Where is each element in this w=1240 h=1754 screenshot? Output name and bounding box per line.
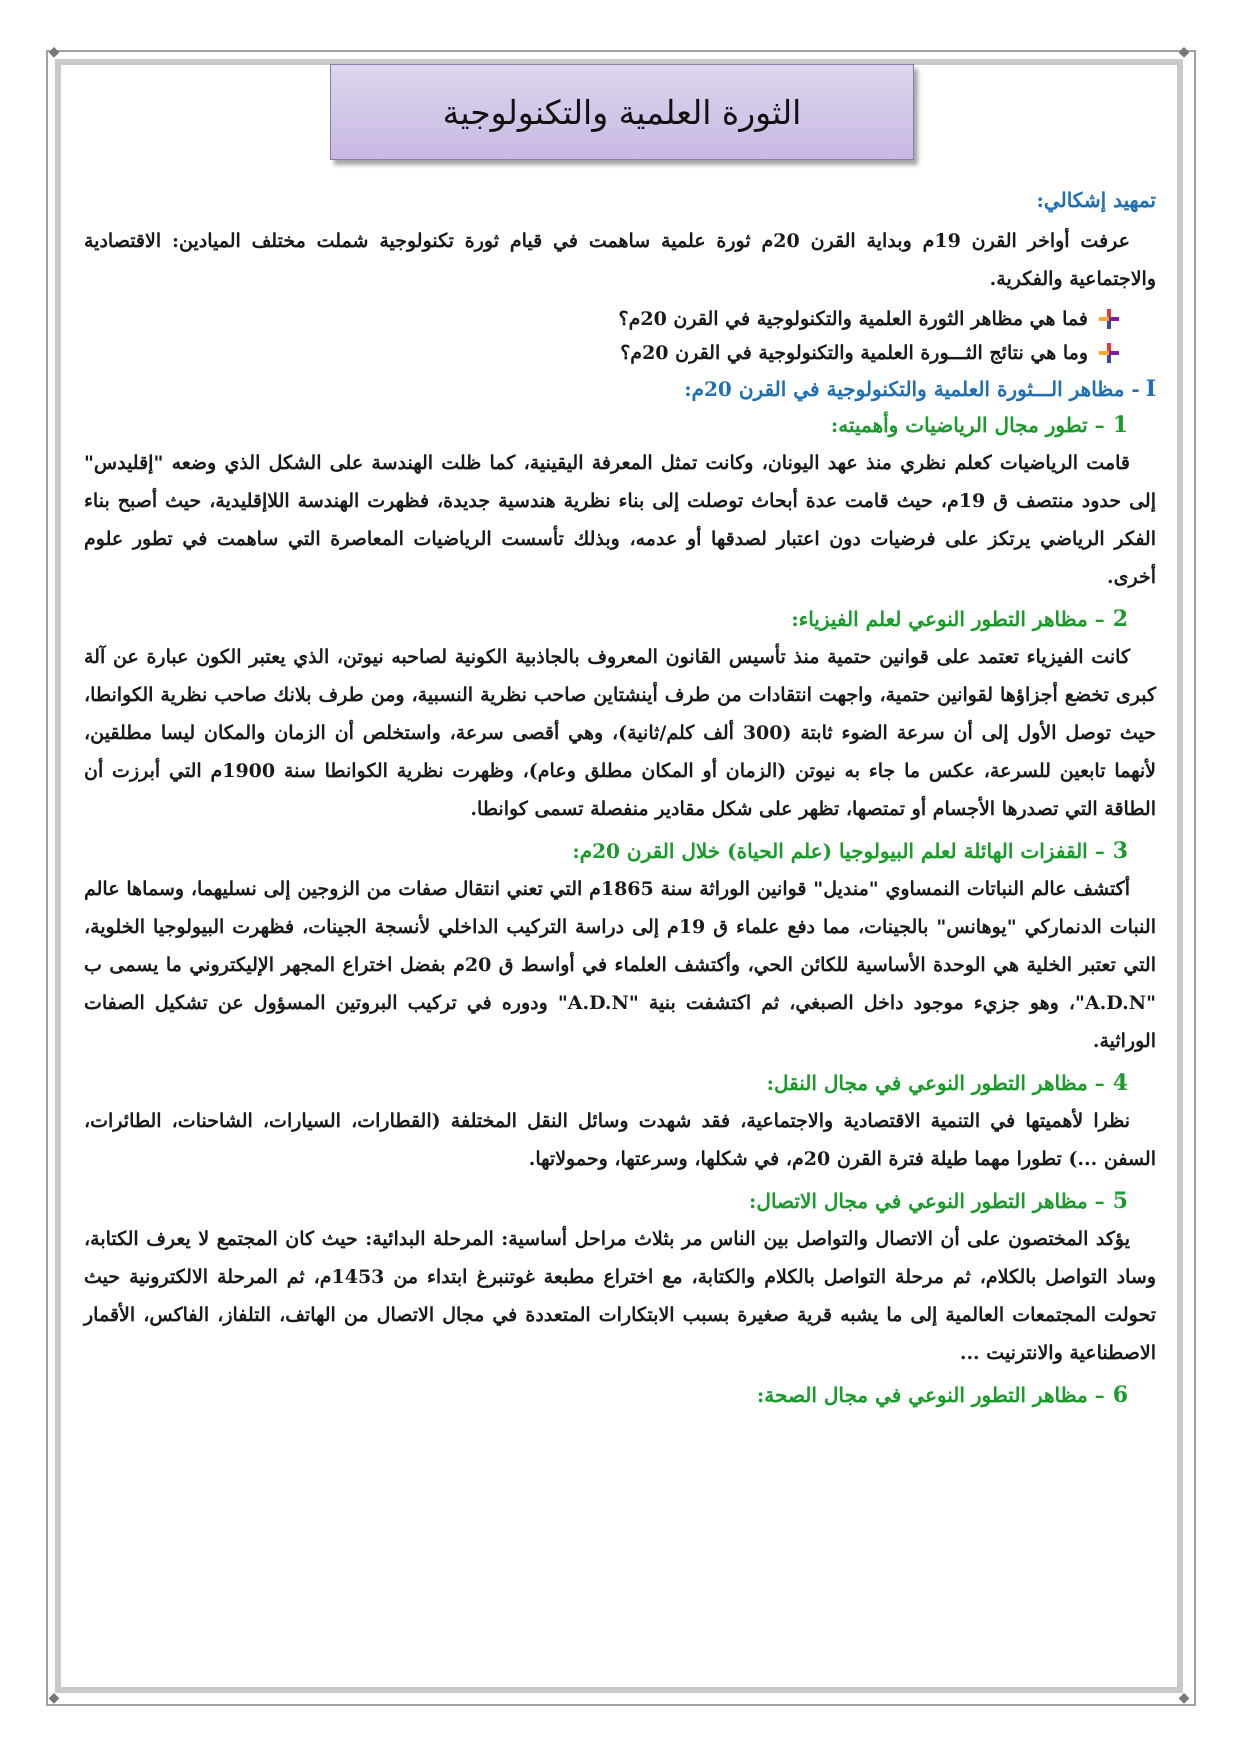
section-title: - مظاهر الـــثورة العلمية والتكنولوجية في القرن 20م:	[684, 377, 1140, 401]
corner-ornament-icon: ◆	[1178, 44, 1190, 60]
subsection-number: 1	[1112, 412, 1128, 438]
section-numeral: I	[1145, 376, 1156, 402]
section-heading	[84, 376, 1156, 402]
subsection-number: 4	[1112, 1070, 1128, 1096]
subsection-number: 2	[1112, 606, 1128, 632]
subsection-heading	[84, 838, 1156, 864]
corner-ornament-icon: ◆	[1178, 1690, 1190, 1706]
subsection-heading	[84, 1382, 1156, 1408]
subsection-title: – مظاهر التطور النوعي في مجال النقل:	[766, 1071, 1105, 1095]
subsection-heading	[84, 412, 1156, 438]
subsection-heading	[84, 1188, 1156, 1214]
subsection-title: – مظاهر التطور النوعي في مجال الاتصال:	[749, 1189, 1105, 1213]
subsection-title: – مظاهر التطور النوعي لعلم الفيزياء:	[791, 607, 1105, 631]
bullet-plus-icon	[1098, 308, 1120, 330]
question-text: فما هي مظاهر الثورة العلمية والتكنولوجية في القرن 20م؟	[618, 308, 1088, 330]
subsection-number: 5	[1112, 1188, 1128, 1214]
subsection-text: قامت الرياضيات كعلم نظري منذ عهد اليونان، وكانت تمثل المعرفة اليقينية، كما ظلت الهندسة على الشكل الذي وضعه "إقليدس" إلى حدود منتصف ق 19م، حيث قامت عدة أبحاث توصلت إلى بناء نظرية هندسية جديدة، فظهرت الهندسة اللاإقليدية، حيث أصبح بناء الفكر الرياضي يرتكز على فرضيات دون اعتبار لصدقها أو عدمه، وبذلك تأسست الرياضيات المعاصرة التي ساهمت في تطور علوم أخرى.	[84, 452, 1156, 588]
page-title: الثورة العلمية والتكنولوجية	[442, 92, 802, 132]
subsection-number: 6	[1112, 1382, 1128, 1408]
subsection-title: – مظاهر التطور النوعي في مجال الصحة:	[756, 1383, 1105, 1407]
corner-ornament-icon: ◆	[48, 44, 60, 60]
corner-ornament-icon: ◆	[48, 1690, 60, 1706]
subsection-text: يؤكد المختصون على أن الاتصال والتواصل بين الناس مر بثلاث مراحل أساسية: المرحلة البدائية: حيث كان المجتمع لا يعرف الكتابة، وساد التواصل بالكلام، ثم مرحلة التواصل بالكلام والكتابة، مع اختراع مطبعة غوتنبرغ ابتداء من 1453م، ثم المرحلة الالكترونية حيث تحولت المجتمعات العالمية إلى ما يشبه قرية صغيرة بسبب الابتكارات المتعددة في مجال الاتصال من الهاتف، التلفاز، الفاكس، الأقمار الاصطناعية والانترنيت ...	[84, 1228, 1157, 1364]
subsection-heading	[84, 1070, 1156, 1096]
bullet-plus-icon	[1098, 342, 1120, 364]
subsection-text: نظرا لأهميتها في التنمية الاقتصادية والاجتماعية، فقد شهدت وسائل النقل المختلفة (القطارات، السيارات، الشاحنات، الطائرات، السفن ...) تطورا مهما طيلة فترة القرن 20م، في شكلها، وسرعتها، وحمولاتها.	[84, 1110, 1156, 1170]
subsection-text: أكتشف عالم النباتات النمساوي "منديل" قوانين الوراثة سنة 1865م التي تعني انتقال صفات من الزوجين إلى نسليهما، وسماها عالم النبات الدنماركي "يوهانس" بالجينات، مما دفع علماء ق 19م إلى دراسة التركيب الداخلي لأنسجة الجينات، فظهرت البيولوجيا الخلوية، التي تعتبر الخلية هي الوحدة الأساسية للكائن الحي، وأكتشف العلماء في أواسط ق 20م بفضل اختراع المجهر الإليكتروني ما يسمى ب "A.D.N"، وهو جزيء موجود داخل الصبغي، ثم اكتشفت بنية "A.D.N" ودوره في تركيب البروتين المسؤول عن تشكيل الصفات الوراثية.	[84, 878, 1156, 1052]
subsection-number: 3	[1112, 838, 1128, 864]
subsection-title: – القفزات الهائلة لعلم البيولوجيا (علم الحياة) خلال القرن 20م:	[572, 839, 1105, 863]
subsection-title: – تطور مجال الرياضيات وأهميته:	[830, 413, 1105, 437]
subsection-heading	[84, 606, 1156, 632]
intro-text: عرفت أواخر القرن 19م وبداية القرن 20م ثورة علمية ساهمت في قيام ثورة تكنولوجية شملت مختلف الميادين: الاقتصادية والاجتماعية والفكرية.	[84, 230, 1156, 290]
question-item	[84, 342, 1156, 364]
question-item	[84, 308, 1156, 330]
subsection-text: كانت الفيزياء تعتمد على قوانين حتمية منذ تأسيس القانون المعروف بالجاذبية الكونية لصاحبه نيوتن، الذي يعتبر الكون عبارة عن آلة كبرى تخضع أجزاؤها لقوانين حتمية، واجهت انتقادات من طرف أينشتاين صاحب نظرية النسبية، ومن طرف بلانك صاحب نظرية الكوانطا، حيث توصل الأول إلى أن سرعة الضوء ثابتة (300 ألف كلم/ثانية)، وهي أقصى سرعة، واستخلص أن الزمان والمكان ليسا مطلقين، لأنهما تابعين للسرعة، عكس ما جاء به نيوتن (الزمان أو المكان مطلق وعام)، وظهرت نظرية الكوانطا سنة 1900م التي أبرزت أن الطاقة التي تصدرها الأجسام أو تمتصها، تظهر على شكل مقادير منفصلة تسمى كوانطا.	[84, 646, 1156, 820]
document-body	[84, 188, 1156, 1414]
title-box	[330, 64, 914, 160]
question-text: وما هي نتائج الثـــورة العلمية والتكنولوجية في القرن 20م؟	[620, 342, 1088, 364]
intro-heading: تمهيد إشكالي:	[1036, 188, 1156, 212]
